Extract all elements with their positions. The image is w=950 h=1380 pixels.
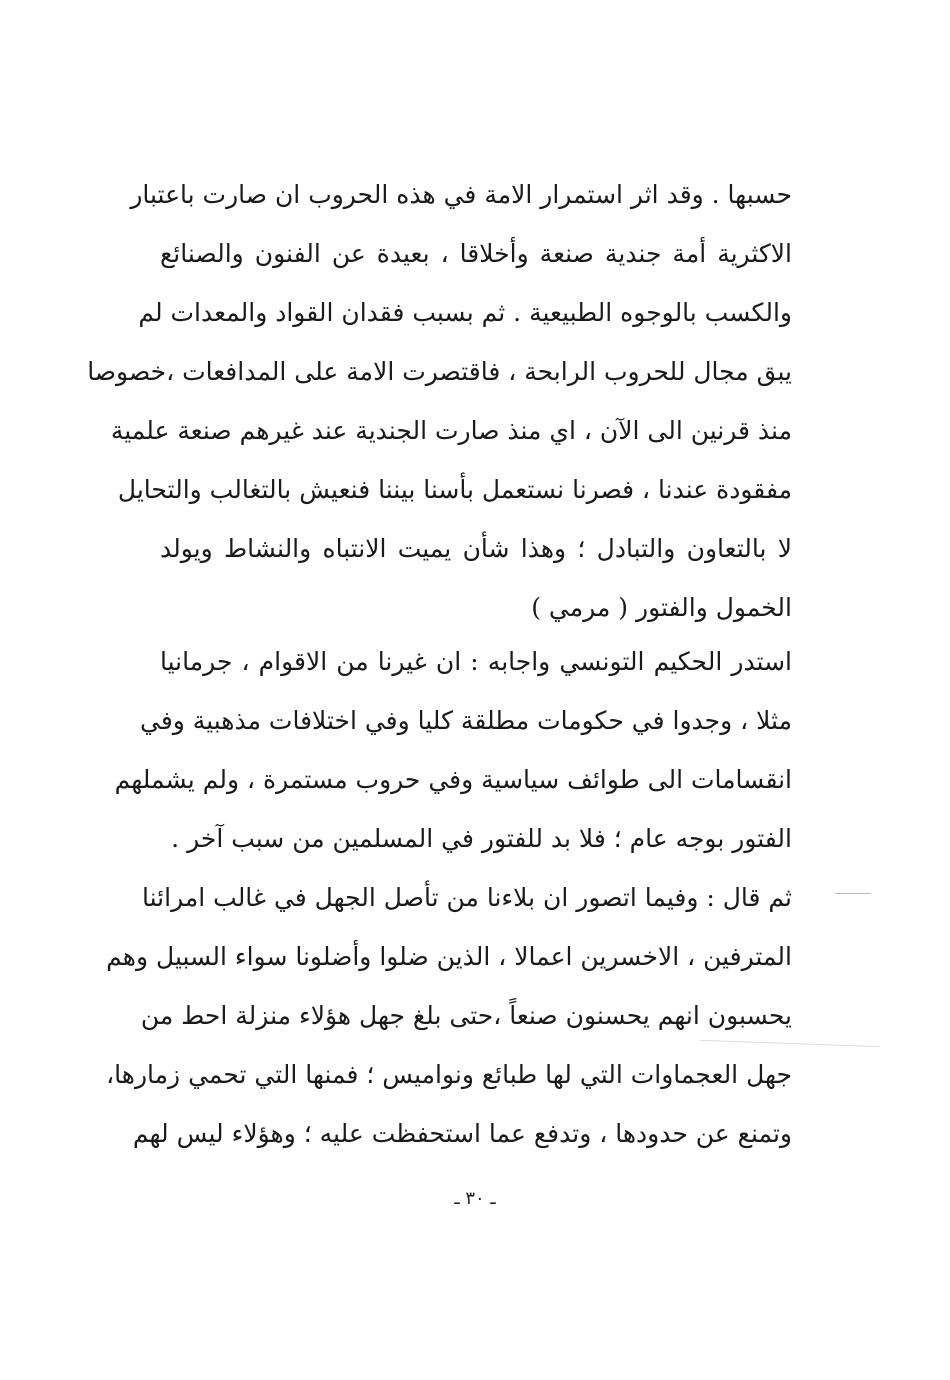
- text-line: جهل العجماوات التي لها طبائع ونواميس ؛ فمنها التي تحمي زمارها،: [106, 1060, 792, 1089]
- text-line: يبق مجال للحروب الرابحة ، فاقتصرت الامة على المدافعات ،خصوصا: [87, 357, 792, 386]
- paragraph-3: [106, 868, 792, 1163]
- text-line: مثلا ، وجدوا في حكومات مطلقة كليا وفي اختلافات مذهبية وفي: [139, 706, 792, 735]
- text-line: الفتور بوجه عام ؛ فلا بد للفتور في المسلمين من سبب آخر .: [171, 824, 792, 853]
- text-line: والكسب بالوجوه الطبيعية . ثم بسبب فقدان القواد والمعدات لم: [138, 298, 792, 327]
- text-line: المترفين ، الاخسرين اعمالا ، الذين ضلوا وأضلونا سواء السبيل وهم: [106, 942, 792, 971]
- text-line: حسبها . وقد اثر استمرار الامة في هذه الحروب ان صارت باعتبار: [130, 180, 792, 209]
- margin-mark: [835, 893, 871, 894]
- text-line: ثم قال : وفيما اتصور ان بلاءنا من تأصل الجهل في غالب امرائنا: [142, 883, 792, 912]
- text-line: يحسبون انهم يحسنون صنعاً ،حتى بلغ جهل هؤلاء منزلة احط من: [140, 1001, 792, 1030]
- text-line: الاكثرية أمة جندية صنعة وأخلاقا ، بعيدة عن الفنون والصنائع: [160, 239, 792, 268]
- page-number: ـ ٣٠ ـ: [454, 1188, 496, 1209]
- text-line: لا بالتعاون والتبادل ؛ وهذا شأن يميت الانتباه والنشاط ويولد: [160, 534, 792, 563]
- text-line: وتمنع عن حدودها ، وتدفع عما استحفظت عليه ؛ وهؤلاء ليس لهم: [132, 1119, 792, 1148]
- text-line: انقسامات الى طوائف سياسية وفي حروب مستمرة ، ولم يشملهم: [114, 765, 792, 794]
- paragraph-2: [114, 632, 792, 868]
- text-line: مفقودة عندنا ، فصرنا نستعمل بأسنا بيننا فنعيش بالتغالب والتحايل: [117, 475, 792, 504]
- text-line: منذ قرنين الى الآن ، اي منذ صارت الجندية عند غيرهم صنعة علمية: [110, 416, 792, 445]
- paragraph-1: [87, 165, 792, 637]
- text-line: استدر الحكيم التونسي واجابه : ان غيرنا من الاقوام ، جرمانيا: [160, 647, 792, 676]
- text-line: الخمول والفتور ( مرمي ): [531, 593, 792, 622]
